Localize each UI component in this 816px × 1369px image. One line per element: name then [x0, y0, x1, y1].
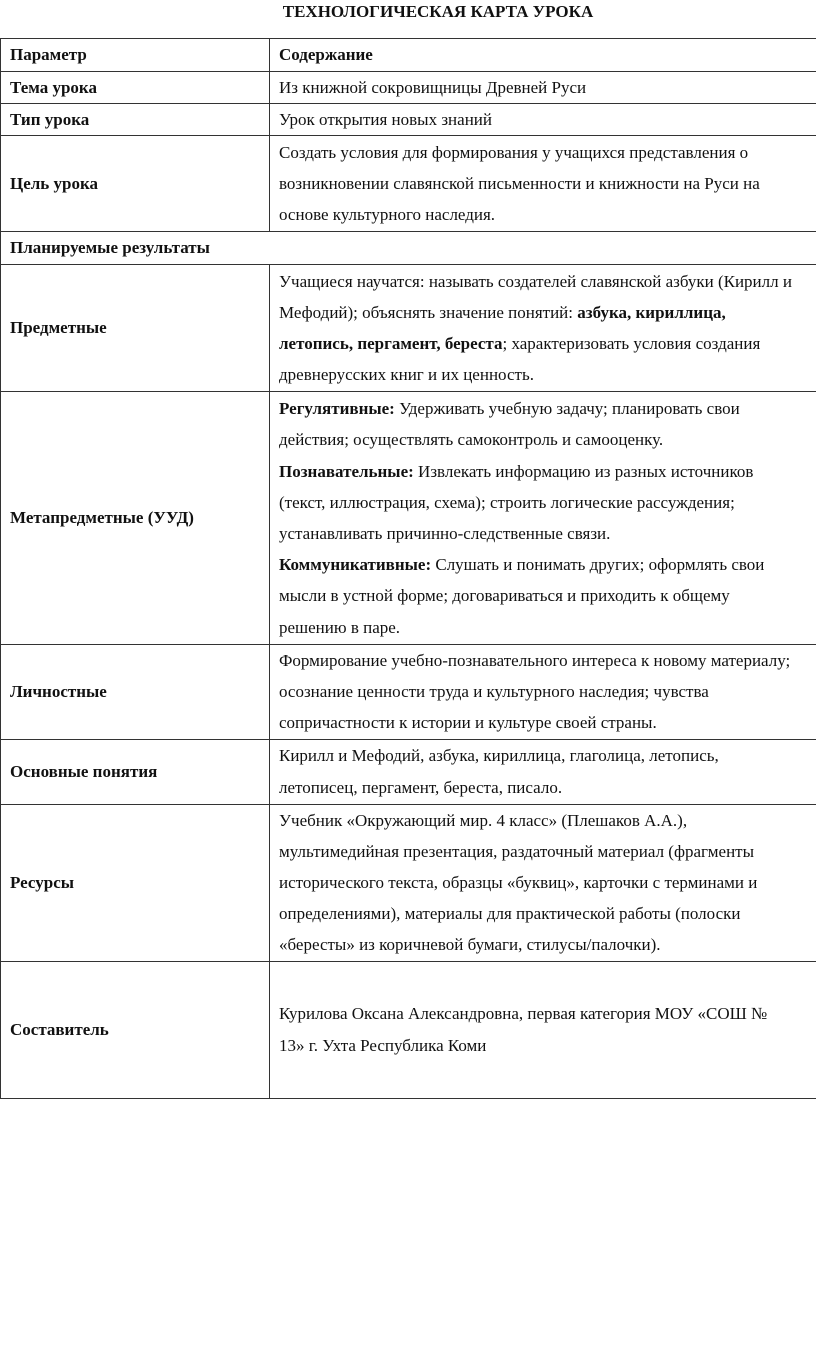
resources-line: мультимедийная презентация, раздаточный материал (фрагменты — [279, 841, 755, 861]
planned-results-heading: Планируемые результаты — [1, 232, 816, 265]
subject-line: Учащиеся научатся: называть создателей славянской азбуки (Кирилл и — [279, 271, 792, 291]
subject-line — [279, 328, 816, 359]
resources-line: «бересты» из коричневой бумаги, стилусы/палочки). — [279, 935, 661, 955]
row-topic — [1, 72, 816, 104]
row-subject — [1, 265, 816, 392]
lesson-map-table — [0, 38, 816, 1099]
concepts-line: летописец, пергамент, береста, писало. — [279, 777, 563, 797]
topic-label: Тема урока — [1, 72, 270, 104]
row-author — [1, 961, 816, 1098]
row-meta — [1, 392, 816, 645]
communicative-text: Слушать и понимать других; оформлять свои — [431, 555, 765, 575]
resources-line: исторического текста, образцы «буквиц», карточки с терминами и — [279, 873, 758, 893]
topic-value: Из книжной сокровищницы Древней Руси — [270, 72, 816, 104]
concepts-label: Основные понятия — [1, 739, 270, 804]
personal-value — [270, 645, 816, 740]
subject-text: ; характеризовать условия создания — [502, 334, 761, 353]
author-label: Составитель — [1, 961, 270, 1098]
meta-line: (текст, иллюстрация, схема); строить логические рассуждения; — [279, 492, 735, 512]
concepts-line: Кирилл и Мефодий, азбука, кириллица, глаголица, летопись, — [279, 746, 719, 766]
resources-value — [270, 804, 816, 961]
meta-line: мысли в устной форме; договариваться и приходить к общему — [279, 586, 730, 606]
header-param: Параметр — [1, 39, 270, 72]
meta-value — [270, 392, 816, 645]
resources-line: Учебник «Окружающий мир. 4 класс» (Плешаков А.А.), — [279, 810, 688, 830]
subject-terms: азбука, кириллица, — [577, 302, 726, 322]
row-resources — [1, 804, 816, 961]
subject-label: Предметные — [1, 265, 270, 392]
row-type — [1, 104, 816, 136]
personal-line: сопричастности к истории и культуре своей страны. — [279, 713, 657, 733]
type-label: Тип урока — [1, 104, 270, 136]
author-value — [270, 961, 816, 1098]
cognitive-label: Познавательные: — [279, 461, 414, 481]
goal-line: основе культурного наследия. — [279, 205, 496, 225]
personal-line: Формирование учебно-познавательного интереса к новому материалу; — [279, 651, 791, 670]
goal-line: Создать условия для формирования у учащихся представления о — [279, 142, 749, 162]
personal-line: осознание ценности труда и культурного наследия; чувства — [279, 682, 709, 702]
meta-line — [279, 549, 816, 580]
personal-label: Личностные — [1, 645, 270, 740]
resources-line: определениями), материалы для практической работы (полоски — [279, 904, 741, 924]
resources-label: Ресурсы — [1, 804, 270, 961]
type-value: Урок открытия новых знаний — [270, 104, 816, 136]
subject-value — [270, 265, 816, 392]
goal-value — [270, 136, 816, 232]
author-line: 13» г. Ухта Республика Коми — [279, 1035, 487, 1055]
goal-label: Цель урока — [1, 136, 270, 232]
document-title: ТЕХНОЛОГИЧЕСКАЯ КАРТА УРОКА — [282, 2, 594, 21]
meta-label: Метапредметные (УУД) — [1, 392, 270, 645]
meta-line — [279, 393, 816, 424]
meta-line: решению в паре. — [279, 617, 401, 637]
communicative-label: Коммуникативные: — [279, 555, 432, 575]
meta-line: устанавливать причинно-следственные связи. — [279, 524, 611, 543]
subject-text: Мефодий); объяснять значение понятий: — [279, 302, 578, 322]
concepts-value — [270, 739, 816, 804]
goal-line: возникновении славянской письменности и книжности на Руси на — [279, 173, 760, 193]
row-goal — [1, 136, 816, 232]
row-planned-results — [1, 232, 816, 265]
cognitive-text: Извлекать информацию из разных источников — [413, 461, 754, 481]
row-personal — [1, 645, 816, 740]
header-content: Содержание — [270, 39, 816, 72]
regulative-label: Регулятивные: — [279, 399, 395, 419]
subject-line — [279, 297, 816, 328]
subject-terms: летопись, пергамент, береста — [279, 334, 503, 353]
regulative-text: Удерживать учебную задачу; планировать свои — [394, 399, 740, 419]
author-line: Курилова Оксана Александровна, первая категория МОУ «СОШ № — [279, 1004, 768, 1024]
subject-line: древнерусских книг и их ценность. — [279, 365, 534, 385]
meta-line — [279, 456, 816, 487]
table-header-row — [1, 39, 816, 72]
row-concepts — [1, 739, 816, 804]
meta-line: действия; осуществлять самоконтроль и самооценку. — [279, 430, 664, 450]
